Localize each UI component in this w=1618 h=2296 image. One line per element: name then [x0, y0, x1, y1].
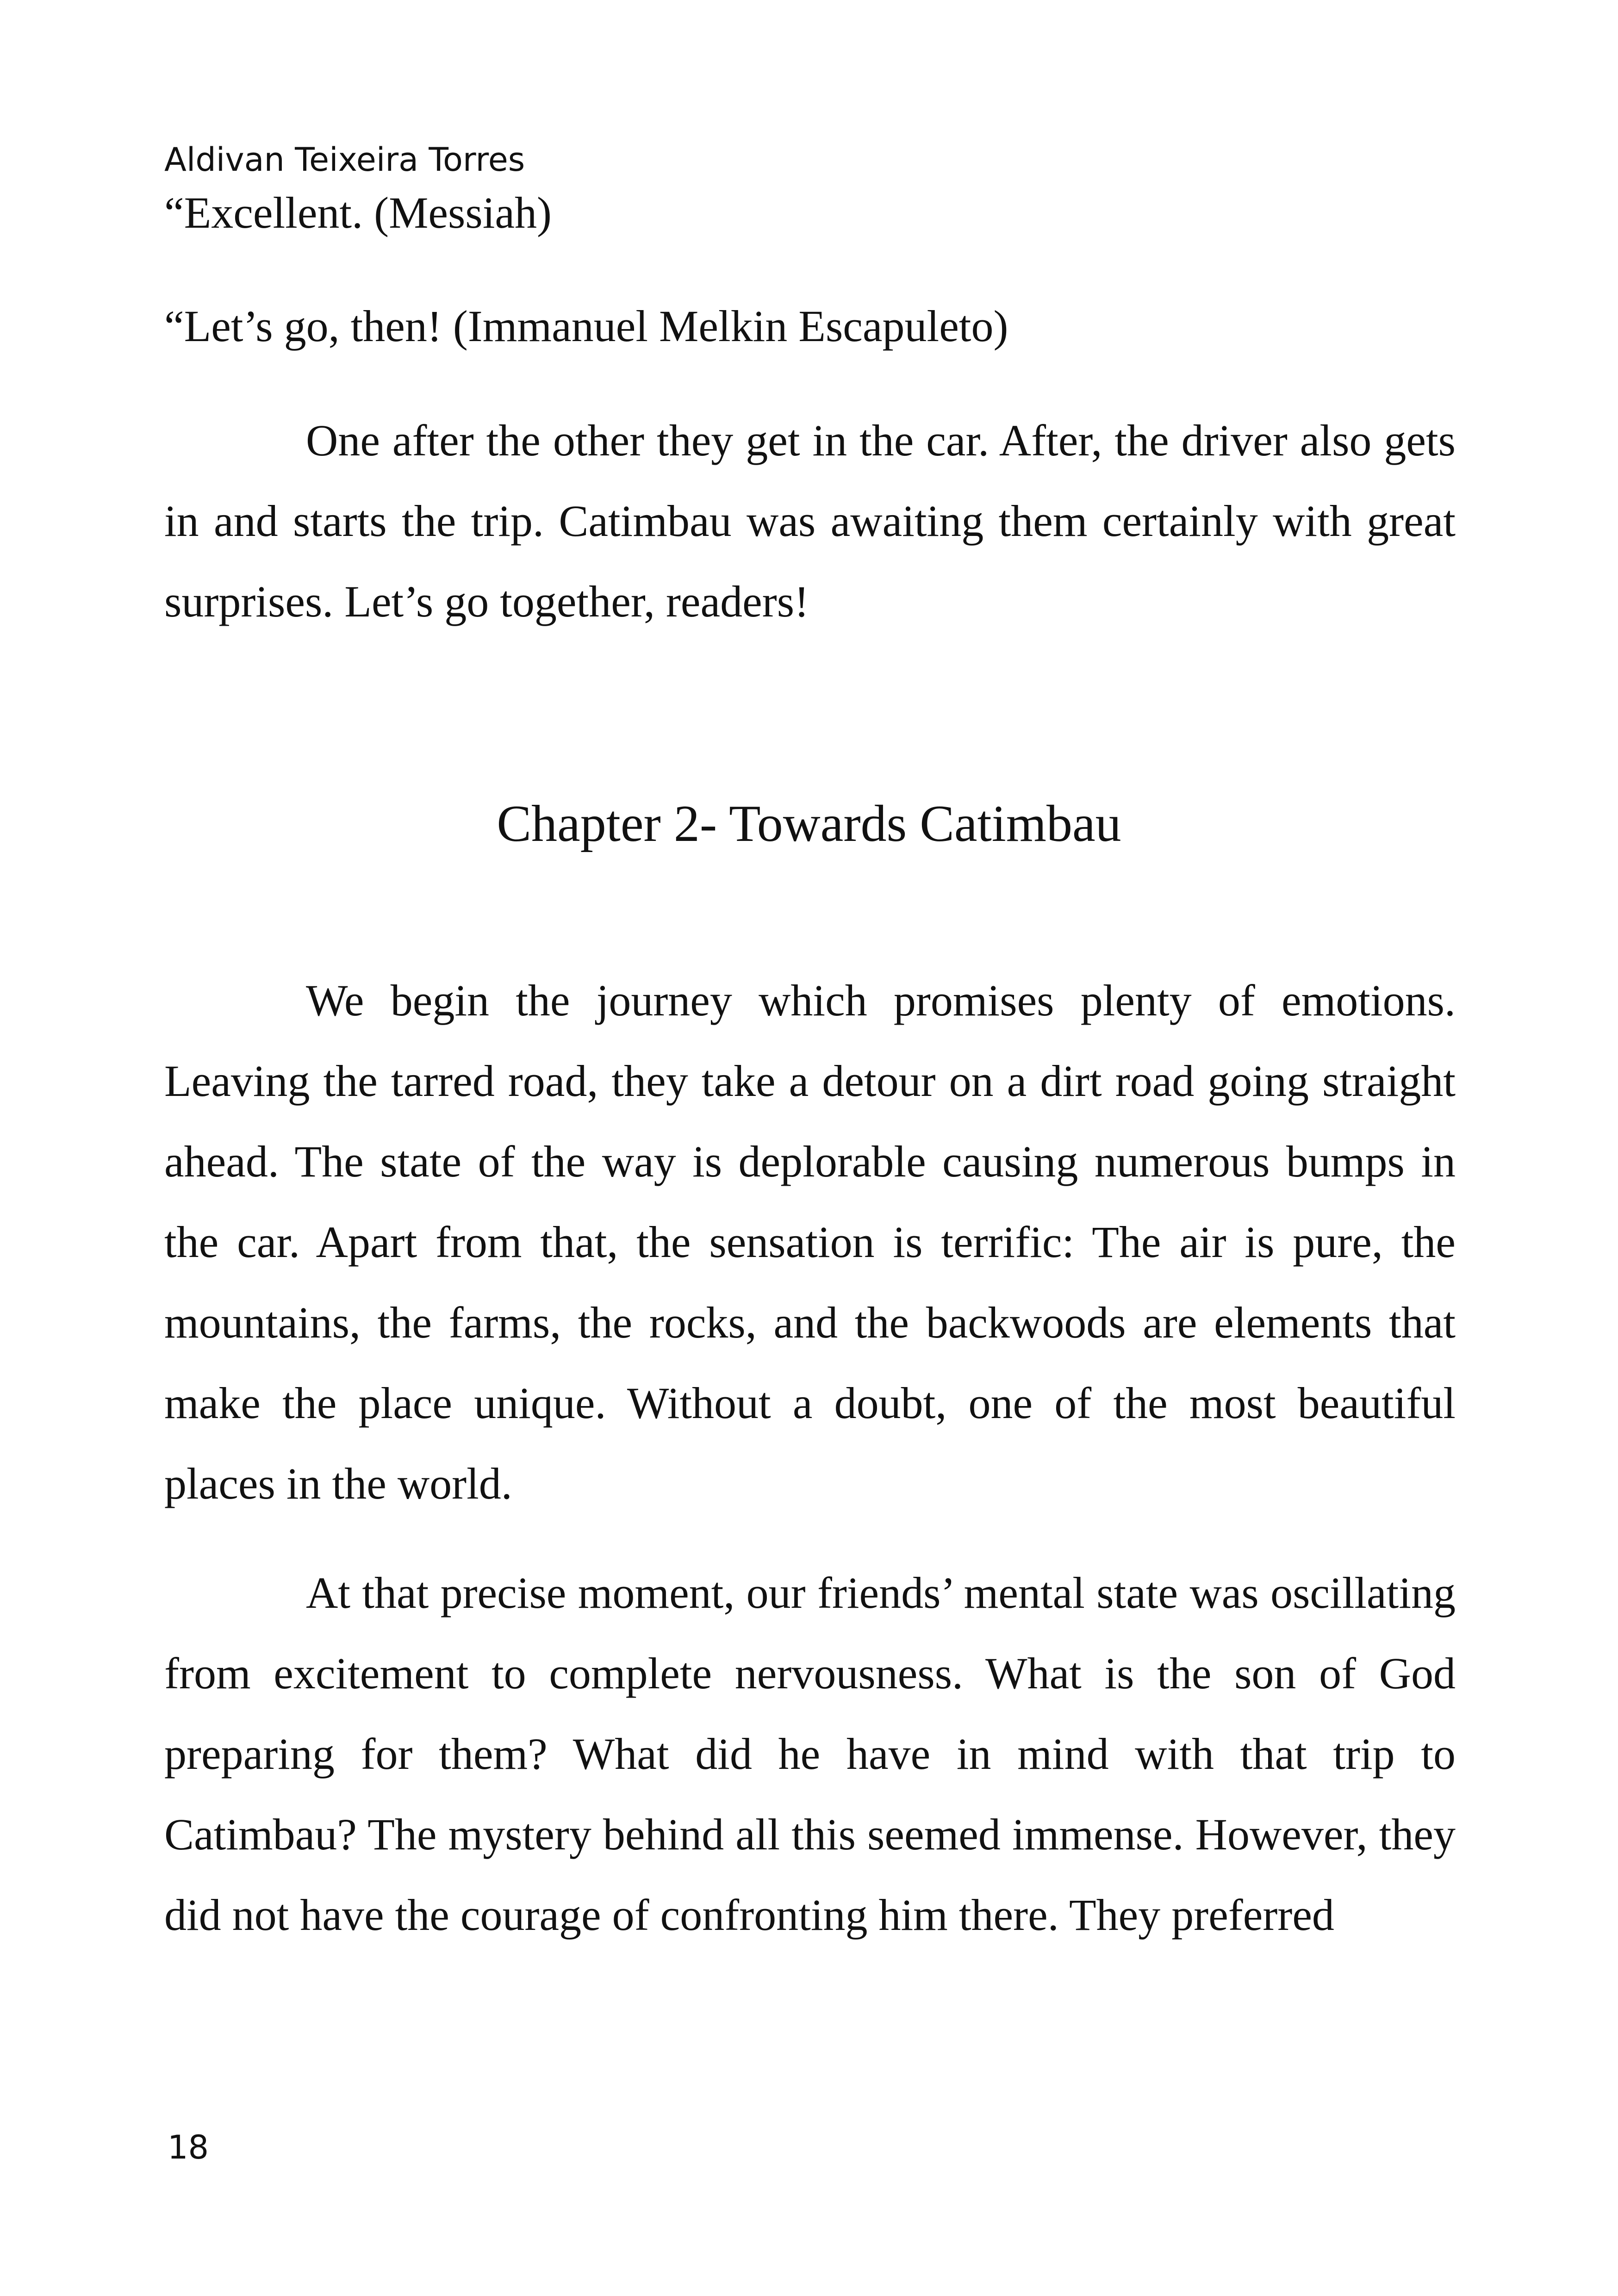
paragraph-journey: We begin the journey which promises plenty of emotions. Leaving the tarred road, they take a detour on a dirt road going straight ahead. The state of the way is deplorable causing numerous bumps in the car. Apart from that, the sensation is terrific: The air is pure, the mountains, the farms, the rocks, and the backwoods are elements that make the place unique. Without a doubt, one of the most beautiful places in the world.: [164, 976, 1456, 1508]
chapter-title: Chapter 2- Towards Catimbau: [497, 795, 1121, 852]
paragraph-trip-start: One after the other they get in the car. After, the driver also gets in and starts the trip. Catimbau was awaiting them certainly with great surprises. Let’s go together, readers!: [164, 416, 1456, 626]
dialogue-line-immanuel: “Let’s go, then! (Immanuel Melkin Escapuleto): [164, 301, 1008, 351]
running-header-author: Aldivan Teixeira Torres: [164, 141, 525, 179]
page-number: 18: [168, 2128, 209, 2166]
dialogue-line-messiah: “Excellent. (Messiah): [164, 188, 552, 237]
paragraph-mental-state: At that precise moment, our friends’ mental state was oscillating from excitement to complete nervousness. What is the son of God preparing for them? What did he have in mind with that trip to Catimbau? The mystery behind all this seemed immense. However, they did not have the courage of confronting him there. They preferred: [164, 1568, 1456, 1940]
